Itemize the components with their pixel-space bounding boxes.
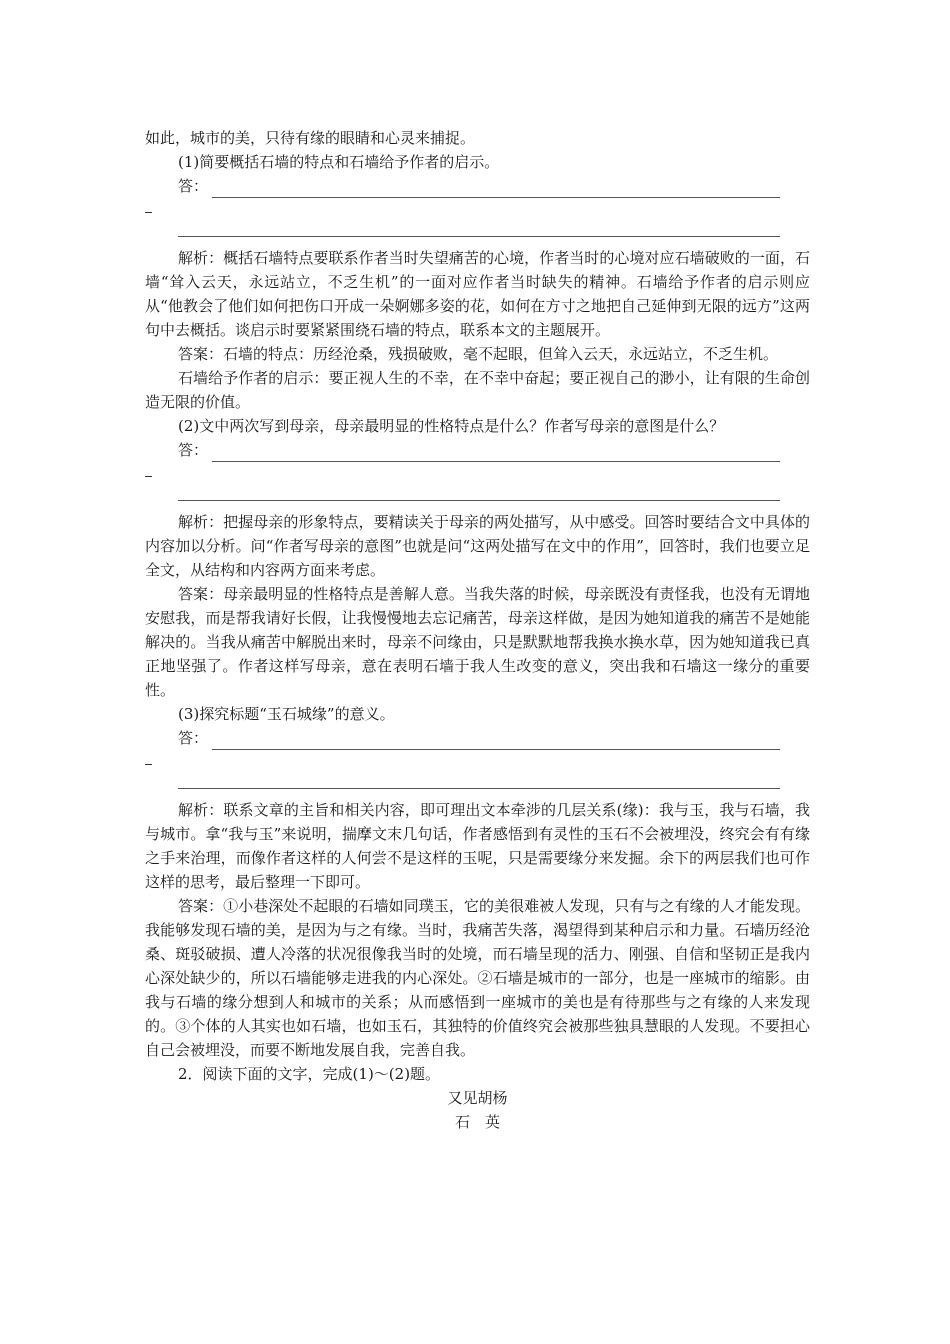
answer-label: 答： <box>178 441 209 459</box>
answer-3: 答案：①小巷深处不起眼的石墙如同璞玉，它的美很难被人发现，只有与之有缘的人才能发现。我能够发现石墙的美，是因为与之有缘。当时，我痛苦失落，渴望得到某种启示和力量。石墙历经沧桑、斑驳破损、遭人冷落的状况很像我当时的处境，而石墙呈现的活力、刚强、自信和坚韧正是我内心深处缺少的，所以石墙能够走进我的内心深处。②石墙是城市的一部分，也是一座城市的缩影。由我与石墙的缘分想到人和城市的关系；从而感悟到一座城市的美也是有待那些与之有缘的人来发现的。③个体的人其实也如石墙，也如玉石，其独特的价值终究会被那些独具慧眼的人发现。不要担心自己会被埋没，而要不断地发展自我，完善自我。 <box>145 897 810 1059</box>
answer-line <box>212 732 780 750</box>
answer-label: 答： <box>178 729 209 747</box>
answer-continuation-1 <box>145 198 810 238</box>
answer-field-1[interactable] <box>145 174 810 198</box>
answer-label: 答： <box>178 177 209 195</box>
answer-field-3[interactable] <box>145 726 810 750</box>
intro-line: 如此，城市的美，只待有缘的眼睛和心灵来捕捉。 <box>145 129 476 147</box>
analysis-2: 解析：把握母亲的形象特点，要精读关于母亲的两处描写，从中感受。回答时要结合文中具体的内容加以分析。问“作者写母亲的意图”也就是问“这两处描写在文中的作用”，回答时，我们也要立足全文，从结构和内容两方面来考虑。 <box>145 513 810 579</box>
answer-line <box>212 444 780 462</box>
line-dash <box>145 476 152 477</box>
line-dash <box>145 764 152 765</box>
question-3: (3)探究标题“玉石城缘”的意义。 <box>178 705 395 723</box>
answer-line <box>178 236 780 237</box>
answer-continuation-2 <box>145 462 810 502</box>
answer-line <box>178 500 780 501</box>
answer-line <box>178 788 780 789</box>
document-page <box>145 126 810 1134</box>
question-2: (2)文中两次写到母亲，母亲最明显的性格特点是什么？作者写母亲的意图是什么？ <box>178 417 725 435</box>
analysis-3: 解析：联系文章的主旨和相关内容，即可理出文本牵涉的几层关系(缘)：我与玉，我与石墙，我与城市。拿“我与玉”来说明，揣摩文末几句话，作者感悟到有灵性的玉石不会被埋没，终究会有有缘之手来治理，而像作者这样的人何尝不是这样的玉呢，只是需要缘分来发掘。余下的两层我们也可作这样的思考，最后整理一下即可。 <box>145 801 810 891</box>
answer-field-2[interactable] <box>145 438 810 462</box>
essay-title: 又见胡杨 <box>447 1089 508 1107</box>
line-dash <box>145 212 152 213</box>
answer-continuation-3 <box>145 750 810 790</box>
essay-author: 石 英 <box>454 1113 500 1131</box>
answer-1b: 石墙给予作者的启示：要正视人生的不幸，在不幸中奋起；要正视自己的渺小，让有限的生命创造无限的价值。 <box>145 369 810 411</box>
answer-2: 答案：母亲最明显的性格特点是善解人意。当我失落的时候，母亲既没有责怪我，也没有无谓地安慰我，而是帮我请好长假，让我慢慢地去忘记痛苦，母亲这样做，是因为她知道我的痛苦不是她能解决的。当我从痛苦中解脱出来时，母亲不问缘由，只是默默地帮我换水换水草，因为她知道我已真正地坚强了。作者这样写母亲，意在表明石墙于我人生改变的意义，突出我和石墙这一缘分的重要性。 <box>145 585 810 699</box>
answer-1a: 答案：石墙的特点：历经沧桑，残损破败，毫不起眼，但耸入云天，永远站立，不乏生机。 <box>178 345 779 363</box>
answer-line <box>212 180 780 198</box>
question-1: (1)简要概括石墙的特点和石墙给予作者的启示。 <box>178 153 500 171</box>
next-section-heading: 2．阅读下面的文字，完成(1)～(2)题。 <box>178 1065 441 1083</box>
analysis-1: 解析：概括石墙特点要联系作者当时失望痛苦的心境，作者当时的心境对应石墙破败的一面，石墙“耸入云天，永远站立，不乏生机”的一面对应作者当时缺失的精神。石墙给予作者的启示则应从“他教会了他们如何把伤口开成一朵婀娜多姿的花，如何在方寸之地把自己延伸到无限的远方”这两句中去概括。谈启示时要紧紧围绕石墙的特点，联系本文的主题展开。 <box>145 249 810 339</box>
